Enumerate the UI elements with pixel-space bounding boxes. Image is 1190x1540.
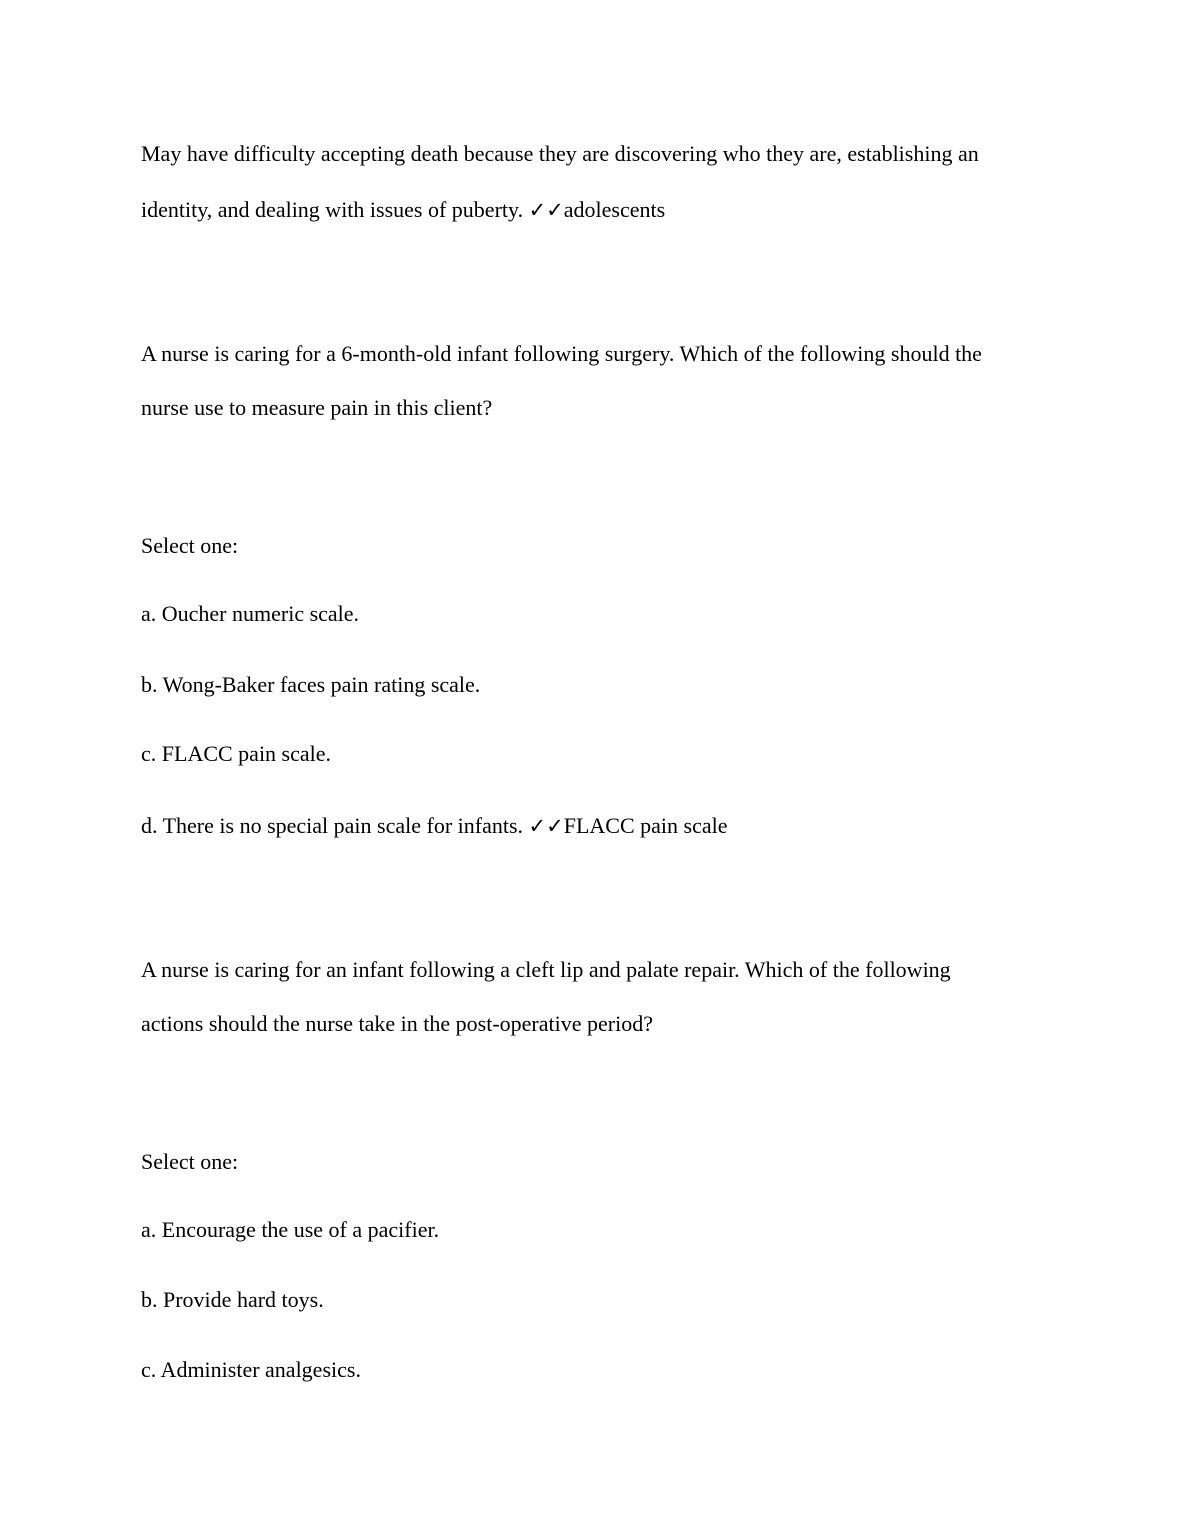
block1-line2 [141,196,665,224]
block1-line2-text: identity, and dealing with issues of puberty. [141,197,529,222]
double-check-icon: ✓✓ [528,198,564,222]
double-check-icon: ✓✓ [528,814,564,838]
question1-option-d [141,812,728,840]
question1-option-b: b. Wong-Baker faces pain rating scale. [141,672,481,697]
question2-select-prompt: Select one: [141,1149,239,1174]
question1-option-d-text: d. There is no special pain scale for infants. [141,813,529,838]
block1-answer: adolescents [563,197,666,222]
question2-option-a: a. Encourage the use of a pacifier. [141,1217,440,1242]
question1-stem-line2: nurse use to measure pain in this client? [141,395,493,420]
question1-stem-line1: A nurse is caring for a 6-month-old infant following surgery. Which of the following should the [141,341,982,366]
question1-answer: FLACC pain scale [563,813,728,838]
question1-select-prompt: Select one: [141,533,239,558]
question2-option-b: b. Provide hard toys. [141,1287,324,1312]
question1-option-a: a. Oucher numeric scale. [141,601,360,626]
question2-option-c: c. Administer analgesics. [141,1357,361,1382]
question1-option-c: c. FLACC pain scale. [141,741,332,766]
question2-stem-line2: actions should the nurse take in the post-operative period? [141,1011,653,1036]
question2-stem-line1: A nurse is caring for an infant following a cleft lip and palate repair. Which of the following [141,957,951,982]
block1-line1: May have difficulty accepting death because they are discovering who they are, establishing an [141,141,979,166]
